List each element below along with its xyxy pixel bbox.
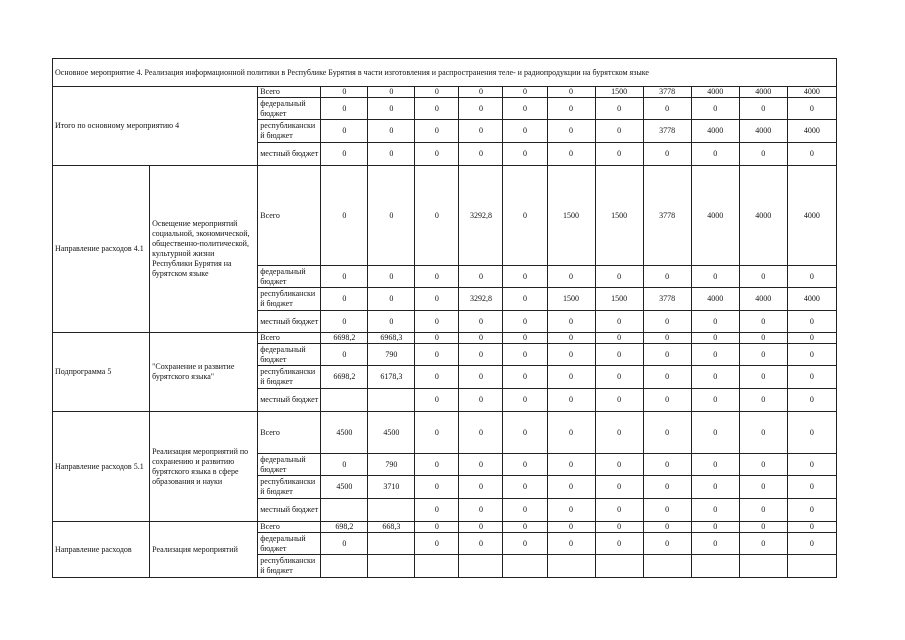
value-cell: 0: [691, 311, 739, 333]
value-cell: 0: [691, 98, 739, 120]
value-cell: 668,3: [368, 522, 415, 533]
value-cell: 0: [415, 533, 459, 555]
value-cell: 0: [415, 499, 459, 522]
value-cell: 0: [415, 311, 459, 333]
section-header: Основное мероприятие 4. Реализация информационной политики в Республике Бурятия в части изготовления и распространения теле- и радиопродукции на бурятском языке: [53, 59, 837, 87]
value-cell: 0: [547, 143, 595, 166]
value-cell: 0: [321, 143, 368, 166]
budget-table-sheet: [52, 58, 837, 575]
value-cell: [739, 555, 787, 578]
funding-source-cell: федеральный бюджет: [258, 266, 321, 288]
value-cell: 0: [368, 288, 415, 311]
value-cell: 0: [503, 454, 547, 476]
value-cell: 0: [691, 344, 739, 366]
value-cell: 3778: [643, 87, 691, 98]
value-cell: 0: [643, 143, 691, 166]
value-cell: 790: [368, 344, 415, 366]
value-cell: 0: [787, 98, 836, 120]
table-body: [53, 59, 837, 578]
value-cell: 0: [459, 266, 503, 288]
value-cell: 0: [415, 288, 459, 311]
value-cell: 0: [643, 333, 691, 344]
row-group-label: Направление расходов 5.1: [53, 412, 150, 522]
value-cell: 0: [643, 454, 691, 476]
value-cell: 0: [459, 98, 503, 120]
value-cell: 0: [595, 499, 643, 522]
value-cell: 0: [503, 412, 547, 454]
value-cell: 0: [595, 120, 643, 143]
value-cell: 4500: [368, 412, 415, 454]
funding-source-cell: местный бюджет: [258, 143, 321, 166]
value-cell: 6178,3: [368, 366, 415, 389]
row-group-label: Подпрограмма 5: [53, 333, 150, 412]
value-cell: 0: [595, 412, 643, 454]
section-header-row: [53, 59, 837, 87]
value-cell: 0: [787, 266, 836, 288]
value-cell: 0: [547, 311, 595, 333]
value-cell: 0: [459, 533, 503, 555]
value-cell: 4000: [691, 120, 739, 143]
value-cell: 0: [787, 143, 836, 166]
value-cell: 0: [368, 143, 415, 166]
value-cell: 0: [321, 120, 368, 143]
value-cell: [368, 555, 415, 578]
value-cell: 3778: [643, 166, 691, 266]
row-group-description: "Сохранение и развитие бурятского языка": [150, 333, 258, 412]
value-cell: 0: [503, 87, 547, 98]
value-cell: 0: [595, 454, 643, 476]
value-cell: 0: [643, 266, 691, 288]
value-cell: 4500: [321, 476, 368, 499]
value-cell: 0: [595, 389, 643, 412]
value-cell: 0: [787, 454, 836, 476]
value-cell: 0: [547, 87, 595, 98]
value-cell: 0: [595, 311, 643, 333]
value-cell: 0: [547, 476, 595, 499]
funding-source-cell: республиканский бюджет: [258, 555, 321, 578]
value-cell: 0: [368, 166, 415, 266]
value-cell: [321, 389, 368, 412]
value-cell: 0: [459, 389, 503, 412]
value-cell: 0: [691, 266, 739, 288]
value-cell: 0: [415, 522, 459, 533]
value-cell: 0: [595, 266, 643, 288]
value-cell: 0: [739, 533, 787, 555]
value-cell: 0: [547, 533, 595, 555]
value-cell: 0: [321, 533, 368, 555]
value-cell: 0: [739, 454, 787, 476]
value-cell: 6968,3: [368, 333, 415, 344]
value-cell: 0: [415, 143, 459, 166]
value-cell: 0: [503, 266, 547, 288]
value-cell: 4000: [691, 288, 739, 311]
row-group-label: Итого по основному мероприятию 4: [53, 87, 258, 166]
value-cell: [643, 555, 691, 578]
budget-table: [52, 58, 837, 578]
row-group-description: Реализация мероприятий по сохранению и развитию бурятского языка в сфере образования и науки: [150, 412, 258, 522]
value-cell: 0: [368, 311, 415, 333]
value-cell: 0: [643, 344, 691, 366]
value-cell: 0: [787, 499, 836, 522]
value-cell: [691, 555, 739, 578]
value-cell: 0: [739, 389, 787, 412]
value-cell: 0: [459, 499, 503, 522]
funding-source-cell: местный бюджет: [258, 499, 321, 522]
value-cell: 0: [321, 166, 368, 266]
value-cell: [321, 555, 368, 578]
value-cell: 0: [547, 366, 595, 389]
value-cell: 0: [503, 476, 547, 499]
value-cell: 0: [739, 98, 787, 120]
value-cell: 6698,2: [321, 366, 368, 389]
value-cell: 0: [321, 288, 368, 311]
value-cell: 0: [547, 120, 595, 143]
value-cell: 0: [787, 389, 836, 412]
value-cell: 0: [503, 389, 547, 412]
value-cell: 0: [787, 333, 836, 344]
value-cell: 0: [643, 311, 691, 333]
funding-source-cell: федеральный бюджет: [258, 344, 321, 366]
value-cell: 0: [415, 366, 459, 389]
funding-source-cell: Всего: [258, 333, 321, 344]
row-group-label: Направление расходов 4.1: [53, 166, 150, 333]
value-cell: 0: [415, 389, 459, 412]
value-cell: 0: [739, 366, 787, 389]
value-cell: 1500: [595, 288, 643, 311]
table-row: [53, 412, 837, 454]
value-cell: 0: [643, 522, 691, 533]
value-cell: 0: [547, 499, 595, 522]
value-cell: 0: [643, 98, 691, 120]
value-cell: 0: [739, 344, 787, 366]
value-cell: 0: [691, 454, 739, 476]
value-cell: 0: [547, 389, 595, 412]
value-cell: 0: [547, 412, 595, 454]
value-cell: 0: [503, 366, 547, 389]
value-cell: 0: [787, 476, 836, 499]
row-group-description: Освещение мероприятий социальной, экономической, общественно-политической, культурной жизни Республики Бурятия на бурятском языке: [150, 166, 258, 333]
value-cell: 4000: [787, 120, 836, 143]
value-cell: 0: [368, 87, 415, 98]
value-cell: [368, 499, 415, 522]
funding-source-cell: республиканский бюджет: [258, 476, 321, 499]
value-cell: 1500: [547, 166, 595, 266]
value-cell: 0: [787, 311, 836, 333]
value-cell: 0: [503, 98, 547, 120]
funding-source-cell: Всего: [258, 166, 321, 266]
value-cell: 0: [739, 333, 787, 344]
value-cell: 0: [459, 522, 503, 533]
value-cell: 6698,2: [321, 333, 368, 344]
value-cell: 0: [691, 522, 739, 533]
value-cell: 0: [595, 143, 643, 166]
value-cell: 0: [321, 344, 368, 366]
value-cell: 4000: [691, 166, 739, 266]
value-cell: 0: [321, 98, 368, 120]
value-cell: 0: [459, 87, 503, 98]
value-cell: [787, 555, 836, 578]
value-cell: 0: [691, 533, 739, 555]
value-cell: 0: [787, 366, 836, 389]
funding-source-cell: федеральный бюджет: [258, 98, 321, 120]
value-cell: 0: [503, 522, 547, 533]
funding-source-cell: федеральный бюджет: [258, 533, 321, 555]
value-cell: 0: [739, 522, 787, 533]
value-cell: 0: [787, 522, 836, 533]
value-cell: 3778: [643, 288, 691, 311]
value-cell: 0: [643, 476, 691, 499]
value-cell: 4000: [787, 166, 836, 266]
value-cell: 3778: [643, 120, 691, 143]
value-cell: 4000: [787, 87, 836, 98]
value-cell: 0: [739, 476, 787, 499]
value-cell: 0: [691, 143, 739, 166]
value-cell: 0: [691, 412, 739, 454]
value-cell: 0: [368, 120, 415, 143]
value-cell: 0: [415, 476, 459, 499]
value-cell: 0: [503, 533, 547, 555]
value-cell: 0: [547, 344, 595, 366]
value-cell: 0: [368, 98, 415, 120]
value-cell: 0: [415, 166, 459, 266]
value-cell: 4000: [739, 288, 787, 311]
value-cell: 0: [415, 266, 459, 288]
value-cell: 0: [643, 366, 691, 389]
value-cell: 1500: [595, 87, 643, 98]
value-cell: 0: [368, 266, 415, 288]
value-cell: [503, 555, 547, 578]
value-cell: 0: [415, 98, 459, 120]
row-group-label: Направление расходов: [53, 522, 150, 578]
value-cell: 4000: [739, 120, 787, 143]
value-cell: 0: [595, 98, 643, 120]
value-cell: [368, 389, 415, 412]
value-cell: 0: [691, 499, 739, 522]
value-cell: 0: [547, 522, 595, 533]
value-cell: 790: [368, 454, 415, 476]
funding-source-cell: Всего: [258, 87, 321, 98]
value-cell: 0: [415, 120, 459, 143]
value-cell: 0: [415, 87, 459, 98]
value-cell: [595, 555, 643, 578]
value-cell: 0: [459, 366, 503, 389]
value-cell: 0: [459, 412, 503, 454]
value-cell: 0: [643, 499, 691, 522]
value-cell: 0: [739, 499, 787, 522]
table-row: [53, 333, 837, 344]
value-cell: 0: [547, 98, 595, 120]
value-cell: [415, 555, 459, 578]
value-cell: 0: [503, 166, 547, 266]
value-cell: 0: [459, 476, 503, 499]
value-cell: 0: [503, 499, 547, 522]
table-row: [53, 166, 837, 266]
value-cell: 0: [547, 333, 595, 344]
value-cell: 0: [787, 344, 836, 366]
value-cell: 0: [415, 333, 459, 344]
value-cell: 0: [415, 412, 459, 454]
value-cell: 0: [595, 344, 643, 366]
value-cell: 0: [321, 87, 368, 98]
value-cell: 1500: [595, 166, 643, 266]
value-cell: 0: [321, 311, 368, 333]
value-cell: [321, 499, 368, 522]
value-cell: 0: [503, 344, 547, 366]
value-cell: 4000: [739, 166, 787, 266]
value-cell: 0: [595, 476, 643, 499]
value-cell: 0: [595, 522, 643, 533]
value-cell: 0: [691, 366, 739, 389]
value-cell: 4000: [691, 87, 739, 98]
value-cell: 0: [321, 454, 368, 476]
value-cell: 0: [643, 533, 691, 555]
funding-source-cell: местный бюджет: [258, 311, 321, 333]
value-cell: 0: [547, 266, 595, 288]
value-cell: 0: [459, 454, 503, 476]
value-cell: 0: [595, 366, 643, 389]
value-cell: 0: [547, 454, 595, 476]
value-cell: 3292,8: [459, 288, 503, 311]
value-cell: [368, 533, 415, 555]
value-cell: 0: [503, 120, 547, 143]
value-cell: 1500: [547, 288, 595, 311]
funding-source-cell: Всего: [258, 412, 321, 454]
value-cell: 0: [739, 412, 787, 454]
value-cell: 0: [459, 120, 503, 143]
value-cell: 0: [459, 333, 503, 344]
value-cell: 0: [595, 333, 643, 344]
value-cell: 0: [643, 412, 691, 454]
value-cell: 0: [691, 333, 739, 344]
funding-source-cell: республиканский бюджет: [258, 120, 321, 143]
value-cell: 3710: [368, 476, 415, 499]
value-cell: 0: [459, 344, 503, 366]
value-cell: 0: [787, 412, 836, 454]
value-cell: 698,2: [321, 522, 368, 533]
value-cell: 0: [503, 311, 547, 333]
value-cell: 4000: [787, 288, 836, 311]
value-cell: 0: [595, 533, 643, 555]
value-cell: 0: [739, 311, 787, 333]
funding-source-cell: Всего: [258, 522, 321, 533]
value-cell: 0: [503, 333, 547, 344]
value-cell: 0: [643, 389, 691, 412]
value-cell: 0: [415, 454, 459, 476]
value-cell: 0: [503, 288, 547, 311]
value-cell: 0: [787, 533, 836, 555]
value-cell: 0: [321, 266, 368, 288]
table-row: [53, 522, 837, 533]
value-cell: 0: [415, 344, 459, 366]
value-cell: 4000: [739, 87, 787, 98]
funding-source-cell: республиканский бюджет: [258, 366, 321, 389]
value-cell: [547, 555, 595, 578]
funding-source-cell: местный бюджет: [258, 389, 321, 412]
row-group-description: Реализация мероприятий: [150, 522, 258, 578]
value-cell: 0: [503, 143, 547, 166]
value-cell: 0: [739, 143, 787, 166]
value-cell: 0: [739, 266, 787, 288]
value-cell: 0: [459, 311, 503, 333]
funding-source-cell: федеральный бюджет: [258, 454, 321, 476]
value-cell: 3292,8: [459, 166, 503, 266]
value-cell: [459, 555, 503, 578]
value-cell: 0: [691, 476, 739, 499]
table-row: [53, 87, 837, 98]
funding-source-cell: республиканский бюджет: [258, 288, 321, 311]
value-cell: 0: [691, 389, 739, 412]
value-cell: 0: [459, 143, 503, 166]
value-cell: 4500: [321, 412, 368, 454]
